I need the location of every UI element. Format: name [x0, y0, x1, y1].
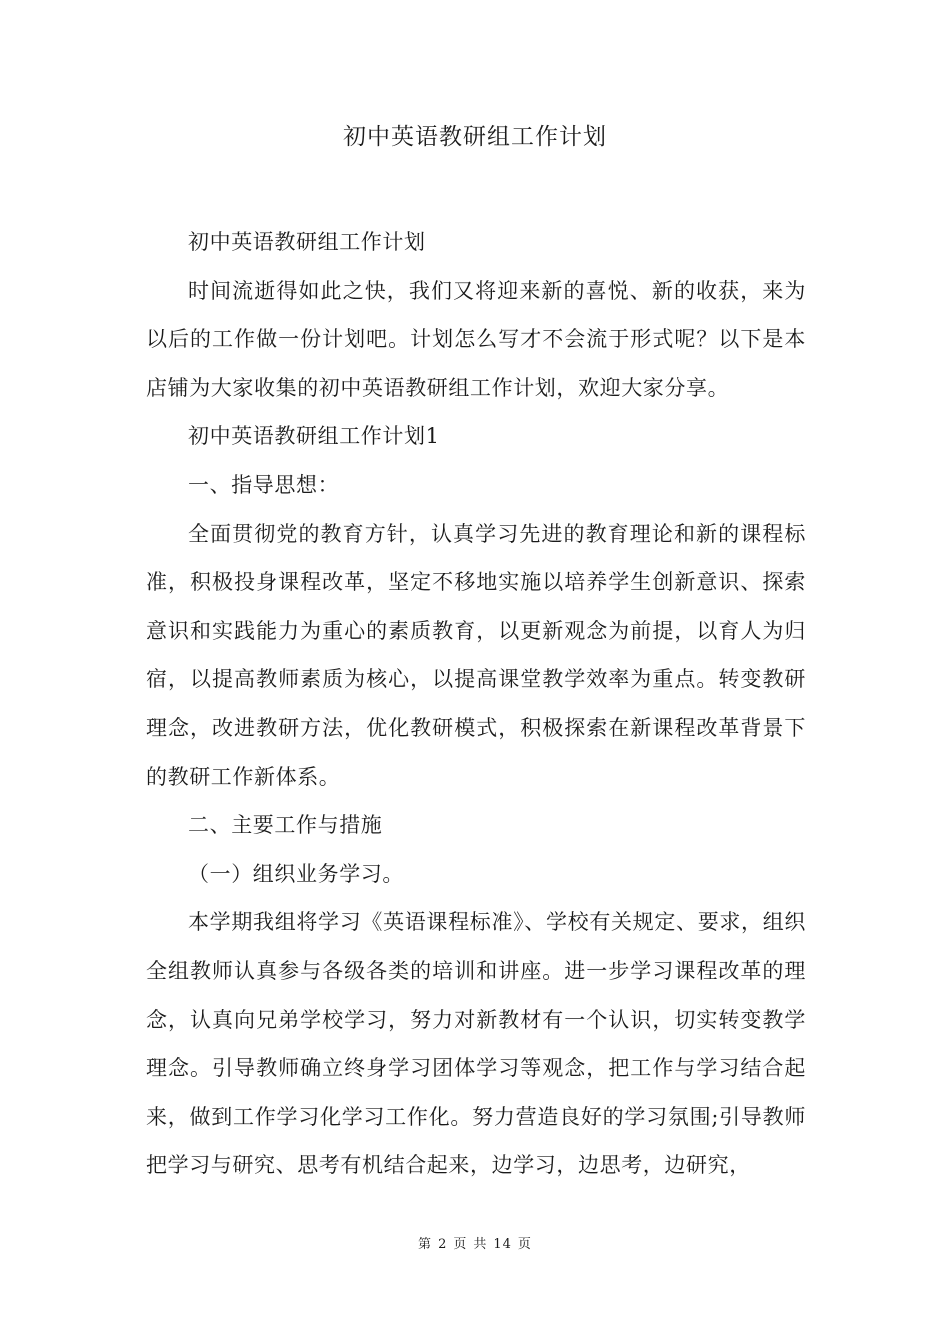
footer-suffix: 页: [517, 1237, 532, 1252]
footer-current-page: 2: [438, 1237, 448, 1252]
footer-page-word: 页: [453, 1237, 468, 1252]
paragraph-intro: 时间流逝得如此之快，我们又将迎来新的喜悦、新的收获，来为以后的工作做一份计划吧。计划怎么写才不会流于形式呢？以下是本店铺为大家收集的初中英语教研组工作计划，欢迎大家分享。: [146, 278, 806, 400]
page-footer: [0, 1233, 950, 1252]
footer-total-word: 共: [473, 1237, 488, 1252]
paragraph-subtitle: 初中英语教研组工作计划: [188, 230, 426, 254]
section-heading-plan-1: 初中英语教研组工作计划1: [188, 424, 440, 449]
document-body: [146, 218, 806, 1190]
section-heading-main-work: 二、主要工作与措施: [188, 813, 383, 838]
document-title: 初中英语教研组工作计划: [343, 124, 607, 150]
section-heading-guiding-thought: 一、指导思想：: [188, 472, 340, 497]
footer-prefix: 第: [418, 1237, 433, 1252]
subsection-heading-study: （一）组织业务学习。: [188, 861, 404, 886]
footer-total-pages: 14: [493, 1237, 512, 1252]
paragraph-study: 本学期我组将学习《英语课程标准》、学校有关规定、要求，组织全组教师认真参与各级各类的培训和讲座。进一步学习课程改革的理念，认真向兄弟学校学习，努力对新教材有一个认识，切实转变教学理念。引导教师确立终身学习团体学习等观念，把工作与学习结合起来，做到工作学习化学习工作化。努力营造良好的学习氛围;引导教师把学习与研究、思考有机结合起来，边学习，边思考，边研究，: [146, 910, 806, 1178]
paragraph-guiding-thought: 全面贯彻党的教育方针，认真学习先进的教育理论和新的课程标准，积极投身课程改革，坚定不移地实施以培养学生创新意识、探索意识和实践能力为重心的素质教育，以更新观念为前提，以育人为归宿，以提高教师素质为核心，以提高课堂教学效率为重点。转变教研理念，改进教研方法，优化教研模式，积极探索在新课程改革背景下的教研工作新体系。: [146, 521, 806, 789]
